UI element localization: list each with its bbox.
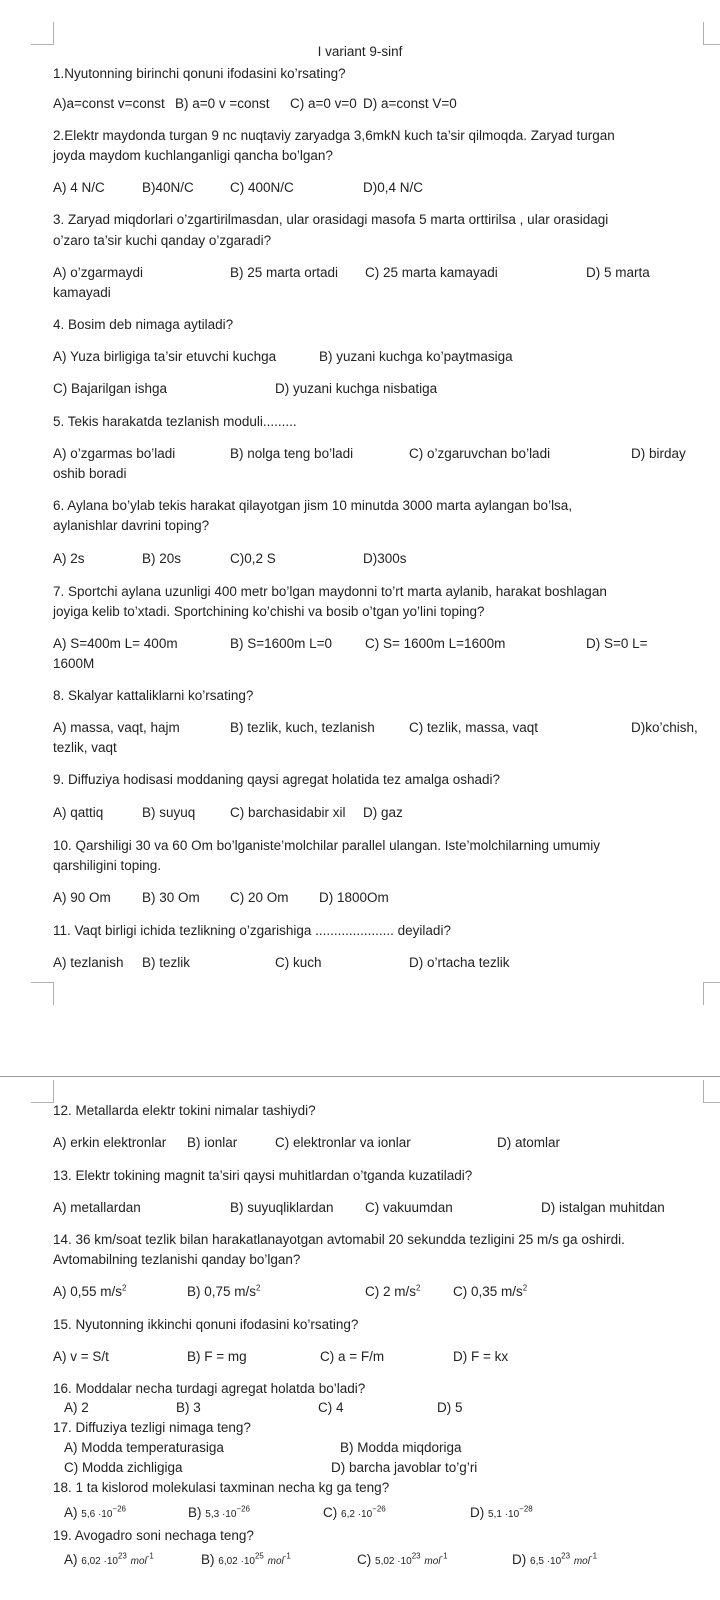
q13-option-b: B) suyuqliklardan (230, 1200, 334, 1215)
q19-option-b (201, 1552, 291, 1570)
q8-option-a: A) massa, vaqt, hajm (53, 720, 180, 735)
question-7-line-2: joyiga kelib to’xtadi. Sportchining ko’chishi va bosib o’tgan yo’lini toping? (53, 604, 485, 619)
q16-option-d: D) 5 (437, 1400, 463, 1415)
question-8: 8. Skalyar kattaliklarni ko’rsating? (53, 688, 254, 703)
question-4: 4. Bosim deb nimaga aytiladi? (53, 317, 234, 332)
q18-option-b-exponent: −26 (236, 1504, 250, 1514)
q19-option-d-unit-exponent: -1 (589, 1551, 598, 1561)
q14-option-c-text: C) 2 m/s (365, 1284, 417, 1299)
q8-option-c: C) tezlik, massa, vaqt (409, 720, 539, 735)
q14-option-a-text: A) 0,55 m/s (53, 1284, 123, 1299)
q17-option-b: B) Modda miqdoriga (340, 1440, 462, 1455)
crop-mark (31, 982, 54, 1005)
q9-option-c: C) barchasidabir xil (230, 805, 346, 820)
q8-option-b: B) tezlik, kuch, tezlanish (230, 720, 375, 735)
q2-option-d: D)0,4 N/C (363, 180, 424, 195)
q12-option-c: C) elektronlar va ionlar (275, 1135, 411, 1150)
q7-option-a: A) S=400m L= 400m (53, 636, 178, 651)
q4-option-b: B) yuzani kuchga ko’paytmasiga (319, 349, 513, 364)
question-14-line-2: Avtomabilning tezlanishi qanday bo’lgan? (53, 1252, 301, 1267)
q17-option-a: A) Modda temperaturasiga (64, 1440, 224, 1455)
q19-option-b-exponent: 25 (254, 1551, 264, 1561)
q19-option-a-exponent: 23 (117, 1551, 127, 1561)
q18-option-c (323, 1505, 386, 1523)
q9-option-b: B) suyuq (142, 805, 196, 820)
q8-option-d: D)ko’chish, (631, 720, 698, 735)
q18-option-c-value: 6,2 ·10 (341, 1509, 373, 1520)
q1-option-a: A)a=const v=const (53, 96, 165, 111)
q19-option-c-label: C) (357, 1552, 372, 1567)
q19-option-d-value: 6,5 ·10 (530, 1556, 562, 1567)
q13-option-c: C) vakuumdan (365, 1200, 453, 1215)
q19-option-d (512, 1552, 597, 1570)
q16-option-c: C) 4 (318, 1400, 344, 1415)
q1-option-b: B) a=0 v =const (175, 96, 270, 111)
question-12: 12. Metallarda elektr tokini nimalar tashiydi? (53, 1103, 316, 1118)
q6-option-b: B) 20s (142, 551, 182, 566)
q4-option-c: C) Bajarilgan ishga (53, 381, 168, 396)
question-2-line-1: 2.Elektr maydonda turgan 9 nc nuqtaviy zaryadga 3,6mkN kuch ta’sir qilmoqda. Zaryad turgan (53, 128, 615, 143)
q15-option-c: C) a = F/m (320, 1349, 385, 1364)
q6-option-a: A) 2s (53, 551, 85, 566)
question-5: 5. Tekis harakatda tezlanish moduli......... (53, 414, 297, 429)
q19-option-b-unit-exponent: -1 (283, 1551, 291, 1561)
q5-option-c: C) o’zgaruvchan bo’ladi (409, 446, 551, 461)
q16-option-b: B) 3 (176, 1400, 201, 1415)
q18-option-a (64, 1505, 126, 1523)
q6-option-d: D)300s (363, 551, 407, 566)
q12-option-a: A) erkin elektronlar (53, 1135, 167, 1150)
q9-option-a: A) qattiq (53, 805, 104, 820)
q3-option-b: B) 25 marta ortadi (230, 265, 339, 280)
q19-option-c-unit-exponent: -1 (440, 1551, 448, 1561)
q7-option-d: D) S=0 L= (586, 636, 648, 651)
question-13: 13. Elektr tokining magnit ta’siri qaysi muhitlardan o’tganda kuzatiladi? (53, 1168, 473, 1183)
q15-option-d: D) F = kx (453, 1349, 509, 1364)
q19-option-a-unit-exponent: -1 (146, 1551, 154, 1561)
crop-mark (703, 1080, 720, 1103)
q2-option-a: A) 4 N/C (53, 180, 105, 195)
q14-option-d (453, 1284, 527, 1300)
q3-option-a: A) o’zgarmaydi (53, 265, 144, 280)
q18-option-c-label: C) (323, 1505, 338, 1520)
q14-option-b (187, 1284, 260, 1300)
q2-option-c: C) 400N/C (230, 180, 294, 195)
q19-option-d-unit: mol (573, 1556, 590, 1567)
q12-option-d: D) atomlar (497, 1135, 561, 1150)
q17-option-d: D) barcha javoblar to’g’ri (331, 1460, 478, 1475)
q17-option-c: C) Modda zichligiga (64, 1460, 183, 1475)
q19-option-c-unit: mol (424, 1556, 441, 1567)
question-6-line-1: 6. Aylana bo’ylab tekis harakat qilayotgan jism 10 minutda 3000 marta aylangan bo’lsa, (53, 498, 573, 513)
q15-option-b: B) F = mg (187, 1349, 247, 1364)
q19-option-a-label: A) (64, 1552, 78, 1567)
q6-option-c: C)0,2 S (230, 551, 276, 566)
q5-option-b: B) nolga teng bo’ladi (230, 446, 354, 461)
question-16: 16. Moddalar necha turdagi agregat holatda bo’ladi? (53, 1381, 366, 1396)
q12-option-b: B) ionlar (187, 1135, 238, 1150)
q11-option-d: D) o’rtacha tezlik (409, 955, 510, 970)
q18-option-b (188, 1505, 250, 1523)
q19-option-a (64, 1552, 154, 1570)
q14-option-c-exponent: 2 (416, 1283, 421, 1293)
q19-option-b-value: 6,02 ·10 (218, 1556, 255, 1567)
q11-option-b: B) tezlik (142, 955, 191, 970)
q19-option-d-label: D) (512, 1552, 527, 1567)
q7-option-d-continued: 1600M (53, 656, 95, 671)
q3-option-d: D) 5 marta (586, 265, 650, 280)
q19-option-b-unit: mol (267, 1556, 284, 1567)
question-18: 18. 1 ta kislorod molekulasi taxminan necha kg ga teng? (53, 1480, 390, 1495)
question-10-line-1: 10. Qarshiligi 30 va 60 Om bo’lganiste’molchilar parallel ulangan. Iste’molchilarning umumiy (53, 838, 601, 853)
q3-option-d-continued: kamayadi (53, 285, 111, 300)
q8-option-d-continued: tezlik, vaqt (53, 740, 117, 755)
q14-option-a-exponent: 2 (122, 1283, 127, 1293)
q18-option-a-label: A) (64, 1505, 78, 1520)
q7-option-b: B) S=1600m L=0 (230, 636, 333, 651)
q10-option-c: C) 20 Om (230, 890, 289, 905)
q5-option-a: A) o’zgarmas bo’ladi (53, 446, 176, 461)
q19-option-a-value: 6,02 ·10 (81, 1556, 118, 1567)
q11-option-c: C) kuch (275, 955, 322, 970)
q19-option-d-exponent: 23 (561, 1551, 571, 1561)
crop-mark (703, 982, 720, 1005)
crop-mark (703, 22, 720, 45)
crop-mark (31, 1080, 54, 1103)
q14-option-b-text: B) 0,75 m/s (187, 1284, 257, 1299)
q18-option-d (470, 1505, 533, 1523)
q18-option-a-value: 5,6 ·10 (81, 1509, 113, 1520)
question-6-line-2: aylanishlar davrini toping? (53, 518, 210, 533)
q1-option-d: D) a=const V=0 (363, 96, 457, 111)
q1-option-c: C) a=0 v=0 (290, 96, 357, 111)
question-19: 19. Avogadro soni nechaga teng? (53, 1528, 254, 1543)
q14-option-d-exponent: 2 (522, 1283, 528, 1293)
q11-option-a: A) tezlanish (53, 955, 124, 970)
q14-option-c (365, 1284, 420, 1300)
q9-option-d: D) gaz (363, 805, 403, 820)
q19-option-c (357, 1552, 448, 1570)
question-3-line-1: 3. Zaryad miqdorlari o’zgartirilmasdan, ular orasidagi masofa 5 marta orttirilsa , ular orasidagi (53, 212, 609, 227)
q19-option-c-exponent: 23 (411, 1551, 421, 1561)
q3-option-c: C) 25 marta kamayadi (365, 265, 498, 280)
q2-option-b: B)40N/C (142, 180, 194, 195)
q5-option-d-continued: oshib boradi (53, 466, 127, 481)
q4-option-a: A) Yuza birligiga ta’sir etuvchi kuchga (53, 349, 277, 364)
q14-option-b-exponent: 2 (256, 1283, 261, 1293)
page-2 (0, 1077, 720, 1600)
q14-option-a (53, 1284, 126, 1300)
question-2-line-2: joyda maydom kuchlanganligi qancha bo’lgan? (53, 148, 333, 163)
question-15: 15. Nyutonning ikkinchi qonuni ifodasini ko’rsating? (53, 1317, 359, 1332)
question-14-line-1: 14. 36 km/soat tezlik bilan harakatlanayotgan avtomabil 20 sekundda tezligini 25 m/s ga oshirdi. (53, 1232, 625, 1247)
q10-option-a: A) 90 Om (53, 890, 111, 905)
q18-option-b-value: 5,3 ·10 (205, 1509, 237, 1520)
question-7-line-1: 7. Sportchi aylana uzunligi 400 metr bo’lgan maydonni to’rt marta aylanib, harakat boshlagan (53, 584, 607, 599)
q10-option-b: B) 30 Om (142, 890, 200, 905)
q15-option-a: A) v = S/t (53, 1349, 109, 1364)
q16-option-a: A) 2 (64, 1400, 89, 1415)
question-3-line-2: o’zaro ta’sir kuchi qanday o’zgaradi? (53, 233, 272, 248)
q19-option-a-unit: mol (130, 1556, 147, 1567)
q18-option-d-value: 5,1 ·10 (488, 1509, 520, 1520)
q18-option-c-exponent: −26 (372, 1504, 386, 1514)
q19-option-b-label: B) (201, 1552, 215, 1567)
q18-option-d-label: D) (470, 1505, 485, 1520)
question-17: 17. Diffuziya tezligi nimaga teng? (53, 1420, 251, 1435)
question-9: 9. Diffuziya hodisasi moddaning qaysi agregat holatida tez amalga oshadi? (53, 772, 501, 787)
q4-option-d: D) yuzani kuchga nisbatiga (275, 381, 438, 396)
question-10-line-2: qarshiligini toping. (53, 858, 162, 873)
q5-option-d: D) birday (631, 446, 686, 461)
crop-mark (31, 22, 54, 45)
q7-option-c: C) S= 1600m L=1600m (365, 636, 506, 651)
question-1: 1.Nyutonning birinchi qonuni ifodasini ko’rsating? (53, 66, 346, 81)
page-title: I variant 9-sinf (317, 44, 403, 59)
q19-option-c-value: 5,02 ·10 (375, 1556, 412, 1567)
q18-option-d-exponent: −28 (519, 1504, 533, 1514)
q18-option-b-label: B) (188, 1505, 202, 1520)
q13-option-d: D) istalgan muhitdan (541, 1200, 665, 1215)
q10-option-d: D) 1800Om (319, 890, 389, 905)
q13-option-a: A) metallardan (53, 1200, 141, 1215)
question-11: 11. Vaqt birligi ichida tezlikning o’zgarishiga ..................... deyiladi? (53, 923, 451, 938)
q18-option-a-exponent: −26 (112, 1504, 126, 1514)
q14-option-d-text: C) 0,35 m/s (453, 1284, 523, 1299)
